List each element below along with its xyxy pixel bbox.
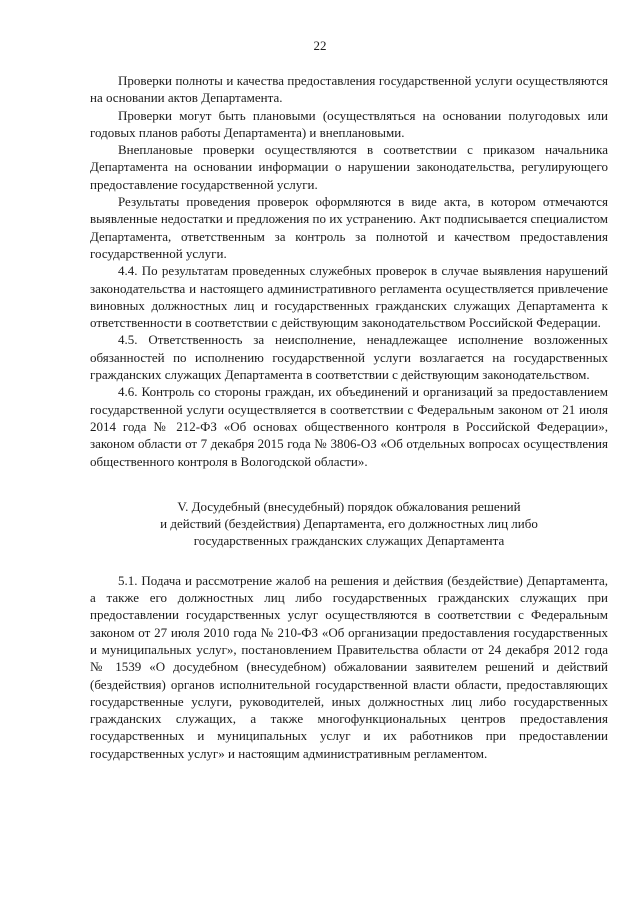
paragraph: Проверки могут быть плановыми (осуществляться на основании полугодовых или годовых планов работы Департамента) и внеплановыми.: [90, 107, 608, 140]
section-heading-line: и действий (бездействия) Департамента, его должностных лиц либо: [160, 516, 538, 532]
paragraph: Проверки полноты и качества предоставления государственной услуги осуществляются на основании актов Департамента.: [90, 73, 608, 106]
paragraph-4-4: 4.4. По результатам проведенных служебных проверок в случае выявления нарушений законодательства и настоящего административного регламента осуществляется привлечение виновных должностных лиц и государственных гражданских служащих Департамента к ответственности в соответствии с действующим законодательством Российской Федерации.: [90, 263, 608, 331]
paragraph-5-1: 5.1. Подача и рассмотрение жалоб на решения и действия (бездействие) Департамента, а также его должностных лиц либо государственных гражданских служащих при предоставлении государственных услуг осуществляются в соответствии с Федеральным законом от 27 июля 2010 года № 210-ФЗ «Об организации предоставления государственных и муниципальных услуг», постановлением Правительства области от 24 декабря 2012 года № 1539 «О досудебном (внесудебном) обжаловании заявителем решений и действий (бездействия) органов исполнительной государственной власти области, предоставляющих государственные услуги, руководителей, иных должностных лиц либо государственных гражданских служащих, а также многофункциональных центров предоставления государственных и муниципальных услуг и их работников при предоставлении государственных услуг» и настоящим административным регламентом.: [90, 572, 608, 761]
section-heading-line: государственных гражданских служащих Департамента: [193, 533, 505, 549]
paragraph-4-5: 4.5. Ответственность за неисполнение, ненадлежащее исполнение возложенных обязанностей по исполнению государственной услуги возлагается на государственных гражданских служащих Департамента в соответствии с действующим законодательством.: [90, 332, 608, 383]
paragraph-4-6: 4.6. Контроль со стороны граждан, их объединений и организаций за предоставлением государственной услуги осуществляется в соответствии с Федеральным законом от 21 июля 2014 года № 212-ФЗ «Об основах общественного контроля в Российской Федерации», законом области от 7 декабря 2015 года № 3806-ОЗ «Об отдельных вопросах осуществления общественного контроля в Вологодской области».: [90, 384, 608, 469]
page-number: 22: [313, 38, 327, 53]
section-heading: [90, 498, 608, 550]
paragraph: Результаты проведения проверок оформляются в виде акта, в котором отмечаются выявленные недостатки и предложения по их устранению. Акт подписывается специалистом Департамента, ответственным за контроль за полнотой и качеством предоставления государственной услуги.: [90, 194, 608, 261]
paragraph: Внеплановые проверки осуществляются в соответствии с приказом начальника Департамента на основании информации о нарушении законодательства, регулирующего предоставление государственной услуги.: [90, 142, 608, 192]
document-body: [90, 72, 608, 762]
section-heading-line: V. Досудебный (внесудебный) порядок обжалования решений: [177, 498, 521, 514]
